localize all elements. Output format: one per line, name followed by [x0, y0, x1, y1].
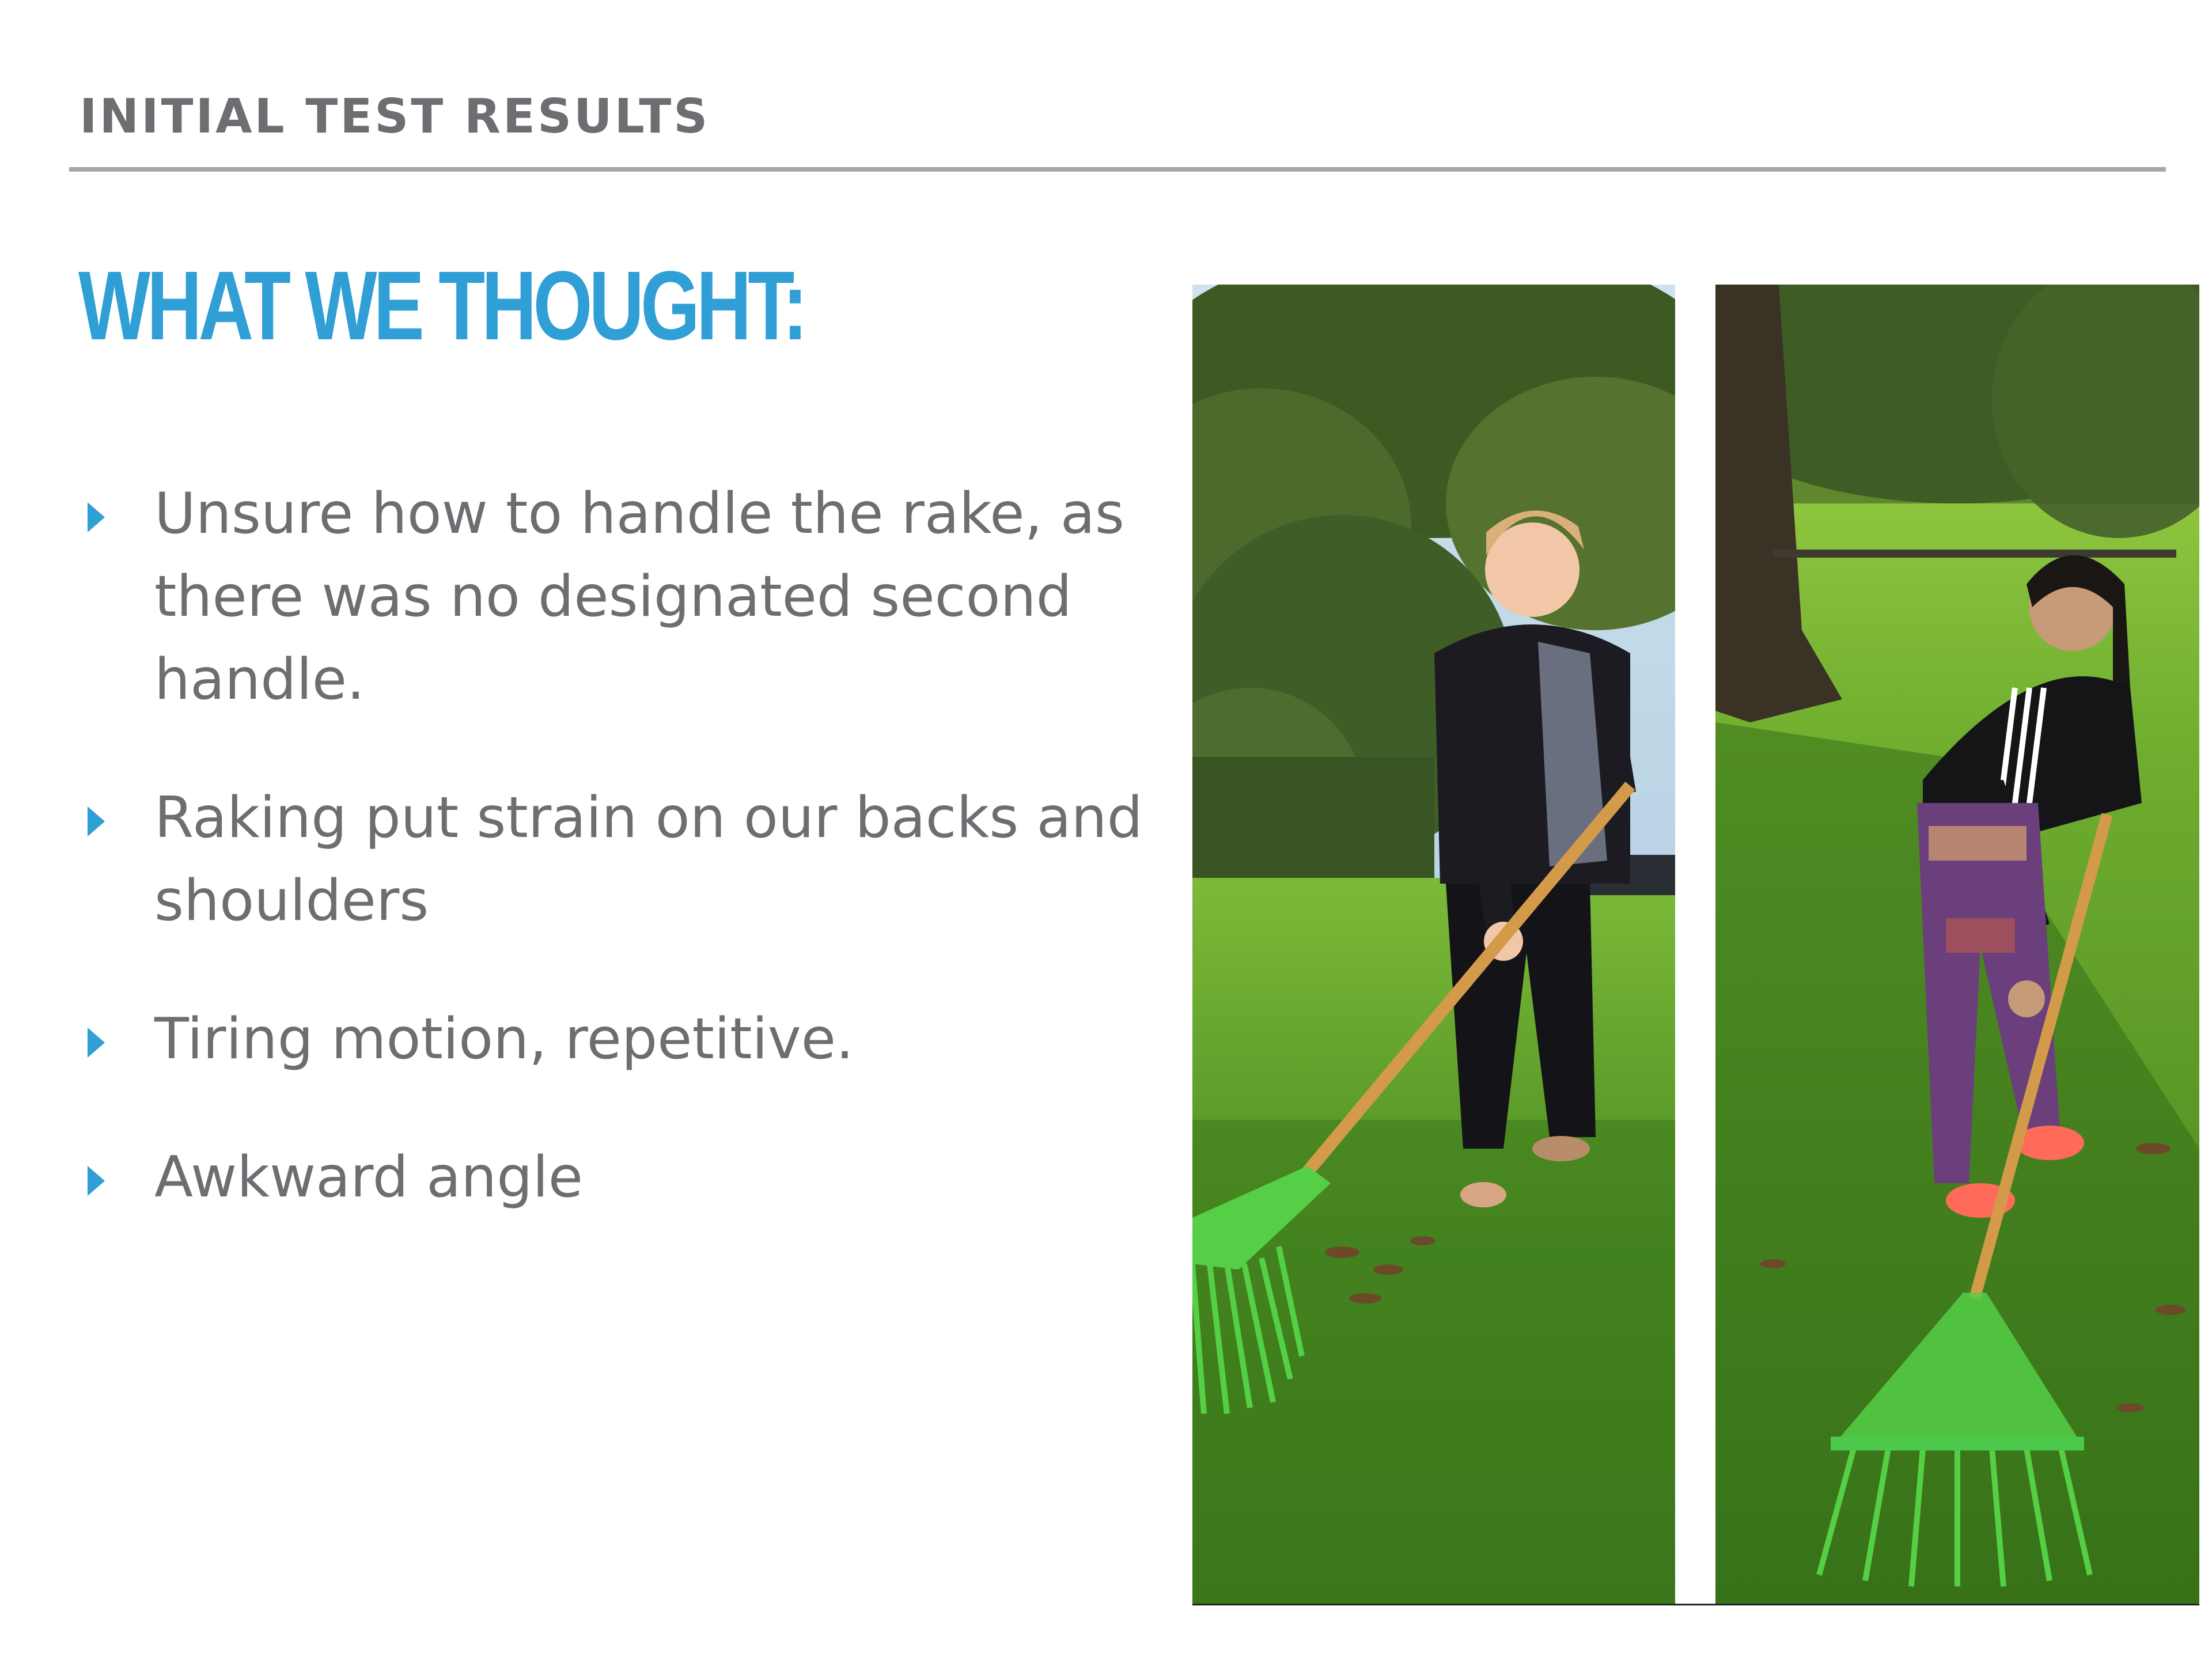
bullet-list	[81, 472, 1175, 1274]
bullet-text: Awkward angle	[154, 1145, 583, 1210]
photo-illustration-left	[1192, 285, 1675, 1604]
bullet-text: Tiring motion, repetitive.	[154, 1006, 854, 1072]
triangle-bullet-icon	[88, 1028, 105, 1058]
header-divider	[69, 167, 2166, 172]
triangle-bullet-icon	[88, 1166, 105, 1196]
bullet-item	[81, 1136, 1175, 1219]
person-raking-photo-right	[1715, 285, 2199, 1604]
bullet-text: Raking put strain on our backs and shoulders	[154, 785, 1143, 934]
bullet-item	[81, 472, 1175, 721]
triangle-bullet-icon	[88, 502, 105, 532]
slide-title: WHAT WE THOUGHT:	[78, 251, 805, 361]
section-header: INITIAL TEST RESULTS	[79, 89, 710, 144]
bullet-text: Unsure how to handle the rake, as there was no designated second handle.	[154, 481, 1124, 713]
bullet-item	[81, 777, 1175, 942]
photo-baseline	[1192, 1604, 2199, 1605]
person-raking-photo-left	[1192, 285, 1675, 1604]
bullet-item	[81, 998, 1175, 1081]
triangle-bullet-icon	[88, 806, 105, 836]
photo-illustration-right	[1715, 285, 2199, 1604]
